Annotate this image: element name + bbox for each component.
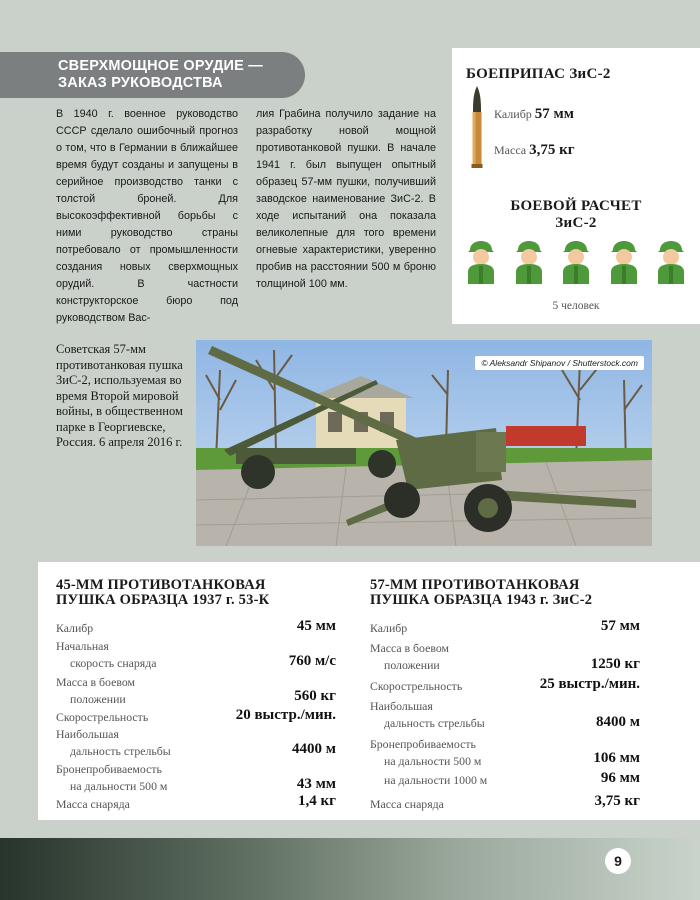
spec-right-rate-label: Скорострельность xyxy=(370,679,463,693)
photo-illustration xyxy=(196,340,652,546)
spec-table-53k xyxy=(38,562,352,820)
spec-left-mass-value: 560 кг xyxy=(294,688,336,704)
spec-left-rate-value: 20 выстр./мин. xyxy=(235,707,336,723)
ammo-caliber-value: 57 мм xyxy=(534,106,574,122)
spec-left-pen-label2: на дальности 500 м xyxy=(70,779,168,793)
section-title-line2: ЗАКАЗ РУКОВОДСТВА xyxy=(58,75,223,91)
spec-left-velocity-value: 760 м/с xyxy=(288,653,336,669)
spec-left-range-label1: Наибольшая xyxy=(56,727,119,741)
spec-left-title xyxy=(56,578,269,608)
photo-credit: © Aleksandr Shipanov / Shutterstock.com xyxy=(475,356,644,370)
spec-left-title-line2: ПУШКА ОБРАЗЦА 1937 г. 53-К xyxy=(56,592,270,608)
spec-right-caliber-label: Калибр xyxy=(370,621,408,635)
spec-left-velocity-label2: скорость снаряда xyxy=(70,656,157,670)
ammo-title: БОЕПРИПАС ЗиС-2 xyxy=(466,66,611,82)
page-footer xyxy=(0,838,700,900)
section-title-line1: СВЕРХМОЩНОЕ ОРУДИЕ — xyxy=(58,58,263,74)
spec-left-range-label2: дальность стрельбы xyxy=(70,744,171,758)
spec-right-mass-value: 1250 кг xyxy=(590,656,640,672)
spec-right-mass-label1: Масса в боевом xyxy=(370,641,449,655)
shell-icon xyxy=(470,86,484,168)
spec-right-pen-value2: 96 мм xyxy=(600,770,640,786)
photo-caption: Советская 57-мм противотанковая пушка ЗиС-2, используемая во время Второй мировой войны, в общественном парке в Георгиевске, Россия. 6 апреля 2016 г. xyxy=(56,342,183,449)
ammo-caliber xyxy=(494,106,574,123)
spec-right-pen-value1: 106 мм xyxy=(593,750,640,766)
spec-right-caliber-value: 57 мм xyxy=(600,618,640,634)
crew-count: 5 человек xyxy=(552,300,600,312)
spec-right-pen-label2: на дальности 500 м xyxy=(384,754,482,768)
spec-left-pen-value: 43 мм xyxy=(296,776,336,792)
spec-right-rate-value: 25 выстр./мин. xyxy=(539,676,640,692)
zis2-photo xyxy=(196,340,652,546)
soldier-icon xyxy=(609,236,639,284)
spec-left-caliber-label: Калибр xyxy=(56,621,94,635)
article-column-1: В 1940 г. военное руководство СССР сделало ошибочный прогноз о том, что в Германии в ближайшее время будут созданы и запущены в серийное производство танки с толстой броней. Для высокоэффективной борьбы с ними руководство страны потребовало от промышленности создания новых сверхмощных орудий. В частности конструкторское бюро под руководством Вас- xyxy=(56,108,238,324)
spec-left-mass-label2: положении xyxy=(70,692,126,706)
spec-left-rate-label: Скорострельность xyxy=(56,710,149,724)
spec-left-caliber-value: 45 мм xyxy=(296,618,336,634)
spec-left-title-line1: 45-ММ ПРОТИВОТАНКОВАЯ xyxy=(56,577,266,593)
spec-right-range-value: 8400 м xyxy=(596,714,640,730)
spec-left-shell-label: Масса снаряда xyxy=(56,797,130,811)
crew-title-line1: БОЕВОЙ РАСЧЕТ xyxy=(510,198,642,214)
spec-right-range-label1: Наибольшая xyxy=(370,699,433,713)
spec-right-pen-label1: Бронепробиваемость xyxy=(370,737,476,751)
soldier-icon xyxy=(656,236,686,284)
ammo-caliber-label: Калибр xyxy=(494,107,532,121)
ammo-mass-value: 3,75 кг xyxy=(529,142,575,158)
spec-table-zis2 xyxy=(352,562,700,820)
spec-right-pen-label3: на дальности 1000 м xyxy=(384,773,488,787)
spec-left-velocity-label1: Начальная xyxy=(56,639,109,653)
ammo-mass-label: Масса xyxy=(494,143,527,157)
spec-right-shell-value: 3,75 кг xyxy=(594,793,640,809)
spec-right-mass-label2: положении xyxy=(384,658,440,672)
spec-left-mass-label1: Масса в боевом xyxy=(56,675,135,689)
article-column-2: лия Грабина получило задание на разработку новой мощной противотанковой пушки. В начале 1941 г. был выпущен опытный образец 57-мм пушки, получивший заводское наименование ЗиС-2. В ходе испытаний она показала великолепные для того времени огневые характеристики, уверенно пробив на расстоянии 500 м броню толщиной 100 мм. xyxy=(256,108,436,290)
spec-left-shell-value: 1,4 кг xyxy=(298,793,336,809)
spec-right-title-line2: ПУШКА ОБРАЗЦА 1943 г. ЗиС-2 xyxy=(370,592,593,608)
page-number: 9 xyxy=(605,848,631,874)
section-title xyxy=(0,52,305,98)
soldier-icon xyxy=(561,236,591,284)
crew-title-line2: ЗиС-2 xyxy=(555,215,597,231)
ammo-mass xyxy=(494,142,575,159)
soldier-icon xyxy=(466,236,496,284)
soldier-icon xyxy=(514,236,544,284)
spec-right-shell-label: Масса снаряда xyxy=(370,797,444,811)
crew-title xyxy=(452,198,700,232)
ammo-info-box xyxy=(452,48,700,324)
spec-right-range-label2: дальность стрельбы xyxy=(384,716,485,730)
crew-icons xyxy=(466,236,686,286)
spec-right-title-line1: 57-ММ ПРОТИВОТАНКОВАЯ xyxy=(370,577,580,593)
spec-left-range-value: 4400 м xyxy=(292,741,336,757)
spec-right-title xyxy=(370,578,592,608)
spec-left-pen-label1: Бронепробиваемость xyxy=(56,762,162,776)
